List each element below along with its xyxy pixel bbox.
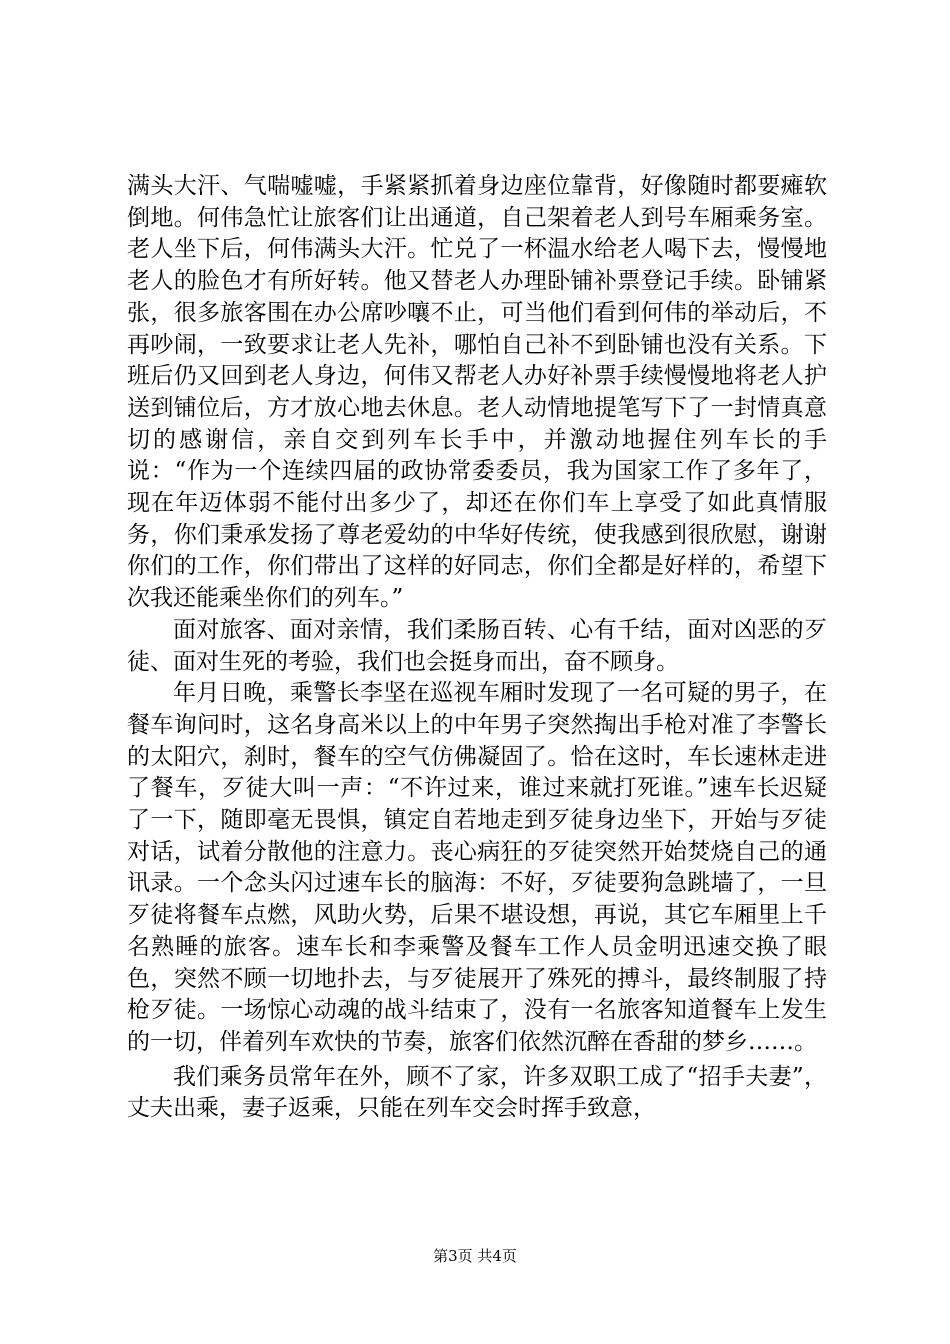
paragraph-1: 满头大汗、气喘嘘嘘，手紧紧抓着身边座位靠背，好像随时都要瘫软倒地。何伟急忙让旅客们让出通道，自己架着老人到号车厢乘务室。老人坐下后，何伟满头大汗。忙兑了一杯温水给老人喝下去，慢慢地老人的脸色才有所好转。他又替老人办理卧铺补票登记手续。卧铺紧张，很多旅客围在办公席吵嚷不止，可当他们看到何伟的举动后，不再吵闹，一致要求让老人先补，哪怕自己补不到卧铺也没有关系。下班后仍又回到老人身边，何伟又帮老人办好补票手续慢慢地将老人护送到铺位后，方才放心地去休息。老人动情地提笔写下了一封情真意切的感谢信，亲自交到列车长手中，并激动地握住列车长的手说：“作为一个连续四届的政协常委委员，我为国家工作了多年了，现在年迈体弱不能付出多少了，却还在你们车上享受了如此真情服务，你们秉承发扬了尊老爱幼的中华好传统，使我感到很欣慰，谢谢你们的工作，你们带出了这样的好同志，你们全都是好样的，希望下次我还能乘坐你们的列车。” [127, 173, 827, 612]
document-body [127, 171, 827, 1125]
paragraph-3: 年月日晚，乘警长李坚在巡视车厢时发现了一名可疑的男子，在餐车询问时，这名身高米以上的中年男子突然掏出手枪对准了李警长的太阳穴，刹时，餐车的空气仿佛凝固了。恰在这时，车长速林走进了餐车，歹徒大叫一声：“不许过来，谁过来就打死谁。”速车长迟疑了一下，随即毫无畏惧，镇定自若地走到歹徒身边坐下，开始与歹徒对话，试着分散他的注意力。丧心病狂的歹徒突然开始焚烧自己的通讯录。一个念头闪过速车长的脑海：不好，歹徒要狗急跳墙了，一旦歹徒将餐车点燃，风助火势，后果不堪设想，再说，其它车厢里上千名熟睡的旅客。速车长和李乘警及餐车工作人员金明迅速交换了眼色，突然不顾一切地扑去，与歹徒展开了殊死的搏斗，最终制服了持枪歹徒。一场惊心动魂的战斗结束了，没有一名旅客知道餐车上发生的一切，伴着列车欢快的节奏，旅客们依然沉醉在香甜的梦乡……。 [127, 680, 827, 1055]
page-number-footer: 第3页 共4页 [433, 1247, 517, 1265]
paragraph-4: 我们乘务员常年在外，顾不了家，许多双职工成了“招手夫妻”，丈夫出乘，妻子返乘，只能在列车交会时挥手致意， [127, 1063, 827, 1122]
paragraph-2: 面对旅客、面对亲情，我们柔肠百转、心有千结，面对凶恶的歹徒、面对生死的考验，我们也会挺身而出，奋不顾身。 [127, 616, 827, 675]
